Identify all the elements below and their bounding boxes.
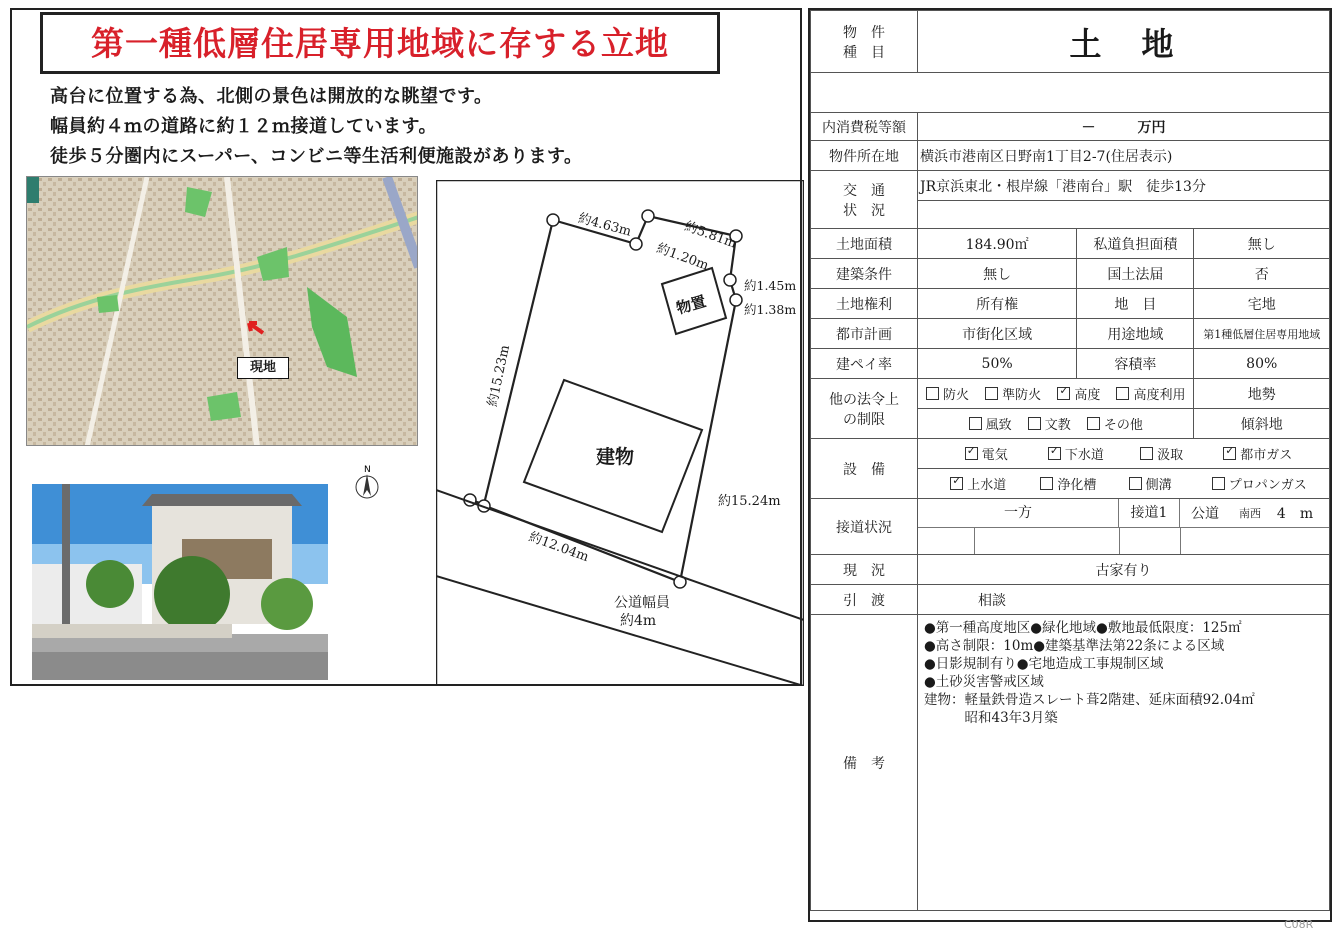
row-label: 建築条件 xyxy=(811,259,918,289)
remark-line: 昭和43年3月築 xyxy=(924,710,1058,726)
row-label: 私道負担面積 xyxy=(1077,229,1194,259)
row-label: 土地権利 xyxy=(811,289,918,319)
handover-value: 相談 xyxy=(918,585,1330,615)
terrain-label: 地勢 xyxy=(1194,379,1330,409)
road-side: 一方 xyxy=(918,499,1119,527)
handover-label: 引 渡 xyxy=(811,585,918,615)
row-label: 建ペイ率 xyxy=(811,349,918,379)
facility-option[interactable] xyxy=(1129,474,1172,493)
legal-option[interactable] xyxy=(985,384,1041,403)
row-label: 都市計画 xyxy=(811,319,918,349)
legal-label-cell xyxy=(811,379,918,439)
option-label: 下水道 xyxy=(1064,448,1104,463)
checkbox-icon[interactable] xyxy=(1087,417,1100,430)
house-photo xyxy=(32,484,328,680)
checkbox-checked-icon[interactable] xyxy=(950,477,963,490)
storage-label: 物置 xyxy=(674,292,709,318)
row-value: 第1種低層住居専用地域 xyxy=(1194,319,1330,349)
option-label: 風致 xyxy=(985,418,1012,433)
document-code: C08R xyxy=(1284,918,1314,931)
legal-options-row-1 xyxy=(918,379,1194,409)
road-width-label-1: 公道幅員 xyxy=(614,595,670,611)
option-label: 側溝 xyxy=(1145,478,1172,493)
headline-banner xyxy=(40,12,720,74)
status-label: 現 況 xyxy=(811,555,918,585)
area-map xyxy=(26,176,418,446)
row-label: 土地面積 xyxy=(811,229,918,259)
facilities-label: 設 備 xyxy=(811,439,918,499)
road-access-cell xyxy=(918,499,1330,555)
building-label: 建物 xyxy=(596,446,635,468)
legal-option[interactable] xyxy=(1116,384,1185,403)
legal-option[interactable] xyxy=(1087,414,1143,433)
map-site-label: 現地 xyxy=(249,360,276,375)
north-arrow-icon xyxy=(352,462,382,502)
property-spec-sheet xyxy=(808,8,1332,922)
dim-label-5: 約1.38m xyxy=(744,302,797,317)
facility-option[interactable] xyxy=(1140,444,1183,463)
dim-label-6: 約15.23m xyxy=(485,343,514,409)
row-value: 宅地 xyxy=(1194,289,1330,319)
row-label: 国土法届 xyxy=(1077,259,1194,289)
row-value: 184.90㎡ xyxy=(918,229,1077,259)
type-label-line-2: 種 目 xyxy=(843,44,885,61)
feature-line-2: 幅員約４ｍの道路に約１２ｍ接道しています。 xyxy=(50,116,438,137)
facilities-row-1 xyxy=(918,439,1330,469)
type-label-line-1: 物 件 xyxy=(843,24,885,41)
row-value: 所有権 xyxy=(918,289,1077,319)
checkbox-icon[interactable] xyxy=(1028,417,1041,430)
legal-label-line-1: 他の法令上 xyxy=(829,391,899,408)
status-value: 古家有り xyxy=(918,555,1330,585)
map-graphic xyxy=(27,177,418,446)
address-label: 物件所在地 xyxy=(811,141,918,171)
price-row-blank xyxy=(811,73,1330,113)
option-label: 電気 xyxy=(981,448,1008,463)
remark-line: ●土砂災害警戒区域 xyxy=(924,674,1044,690)
row-value: 無し xyxy=(918,259,1077,289)
dim-label-4: 約1.45m xyxy=(744,278,797,293)
feature-line-3: 徒歩５分圏内にスーパー、コンビニ等生活利便施設があります。 xyxy=(50,146,583,167)
compass-north-label: N xyxy=(364,465,371,475)
row-value: 50% xyxy=(918,349,1077,379)
option-label: 浄化槽 xyxy=(1057,478,1097,493)
option-label: 都市ガス xyxy=(1240,448,1293,463)
type-value: 土 地 xyxy=(918,11,1330,73)
spec-table xyxy=(810,10,1330,911)
row-value: 80% xyxy=(1194,349,1330,379)
transport-label-cell xyxy=(811,171,918,229)
row-label: 容積率 xyxy=(1077,349,1194,379)
option-label: 準防火 xyxy=(1002,388,1042,403)
checkbox-icon[interactable] xyxy=(969,417,982,430)
row-value: 否 xyxy=(1194,259,1330,289)
checkbox-icon[interactable] xyxy=(926,387,939,400)
dim-label-8: 約12.04m xyxy=(526,529,591,566)
legal-option[interactable] xyxy=(926,384,969,403)
checkbox-icon[interactable] xyxy=(1212,477,1225,490)
remarks-label: 備 考 xyxy=(811,615,918,911)
legal-option[interactable] xyxy=(1028,414,1071,433)
price-value: － 万円 xyxy=(918,113,1330,141)
remark-line: ●第一種高度地区●緑化地域●敷地最低限度：125㎡ xyxy=(924,620,1242,636)
map-site-marker xyxy=(237,357,289,379)
row-label: 用途地域 xyxy=(1077,319,1194,349)
facility-option[interactable] xyxy=(1223,444,1292,463)
option-label: 高度利用 xyxy=(1133,388,1186,403)
row-value: 市街化区域 xyxy=(918,319,1077,349)
checkbox-icon[interactable] xyxy=(1040,477,1053,490)
remark-line: 建物：軽量鉄骨造スレート葺2階建、延床面積92.04㎡ xyxy=(924,692,1255,708)
transport-label-line-1: 交 通 xyxy=(843,182,885,199)
facility-option[interactable] xyxy=(1212,474,1307,493)
address-value: 横浜市港南区日野南1丁目2-7(住居表示) xyxy=(918,141,1330,171)
checkbox-icon[interactable] xyxy=(1116,387,1129,400)
legal-options-row-2 xyxy=(918,409,1194,439)
facility-option[interactable] xyxy=(965,444,1008,463)
option-label: 上水道 xyxy=(967,478,1007,493)
dim-label-1: 約4.63m xyxy=(576,211,633,240)
road-width-label-2: 約4m xyxy=(620,613,657,629)
road-number: 接道1 xyxy=(1119,499,1180,527)
option-label: 文教 xyxy=(1044,418,1071,433)
facility-option[interactable] xyxy=(950,474,1006,493)
facility-option[interactable] xyxy=(1048,444,1104,463)
checkbox-icon[interactable] xyxy=(985,387,998,400)
option-label: 防火 xyxy=(943,388,970,403)
row-value: 無し xyxy=(1194,229,1330,259)
legal-option[interactable] xyxy=(1057,384,1100,403)
price-label: 内消費税等額 xyxy=(811,113,918,141)
legal-option[interactable] xyxy=(969,414,1012,433)
type-label-cell xyxy=(811,11,918,73)
checkbox-checked-icon[interactable] xyxy=(965,447,978,460)
dim-label-2: 約5.81m xyxy=(682,219,739,252)
road-width: 4 m xyxy=(1276,506,1314,522)
legal-label-line-2: の制限 xyxy=(843,411,885,428)
checkbox-checked-icon[interactable] xyxy=(1048,447,1061,460)
feature-line-1: 高台に位置する為、北側の景色は開放的な眺望です。 xyxy=(50,86,493,107)
headline-text: 第一種低層住居専用地域に存する立地 xyxy=(91,24,669,63)
transport-label-line-2: 状 況 xyxy=(843,202,885,219)
transport-value: JR京浜東北・根岸線「港南台」駅 徒歩13分 xyxy=(918,171,1330,201)
road-direction: 南西 xyxy=(1239,507,1261,520)
checkbox-checked-icon[interactable] xyxy=(1223,447,1236,460)
lot-diagram xyxy=(436,180,804,686)
checkbox-icon[interactable] xyxy=(1129,477,1142,490)
dim-label-7: 約15.24m xyxy=(718,494,781,509)
facilities-row-2 xyxy=(918,469,1330,499)
option-label: プロパンガス xyxy=(1228,478,1307,493)
remark-line: ●日影規制有り●宅地造成工事規制区域 xyxy=(924,656,1164,672)
checkbox-checked-icon[interactable] xyxy=(1057,387,1070,400)
option-label: 高度 xyxy=(1074,388,1101,403)
transport-row-blank xyxy=(918,201,1330,229)
remark-line: ●高さ制限：10m●建築基準法第22条による区域 xyxy=(924,638,1225,654)
option-label: 汲取 xyxy=(1157,448,1184,463)
left-panel xyxy=(10,8,802,686)
road-access-label: 接道状況 xyxy=(811,499,918,555)
road-type: 公道 xyxy=(1191,506,1219,522)
remarks-cell xyxy=(918,615,1330,911)
option-label: その他 xyxy=(1103,418,1143,433)
dim-label-3: 約1.20m xyxy=(654,241,711,274)
checkbox-icon[interactable] xyxy=(1140,447,1153,460)
terrain-value: 傾斜地 xyxy=(1194,409,1330,439)
row-label: 地 目 xyxy=(1077,289,1194,319)
facility-option[interactable] xyxy=(1040,474,1096,493)
